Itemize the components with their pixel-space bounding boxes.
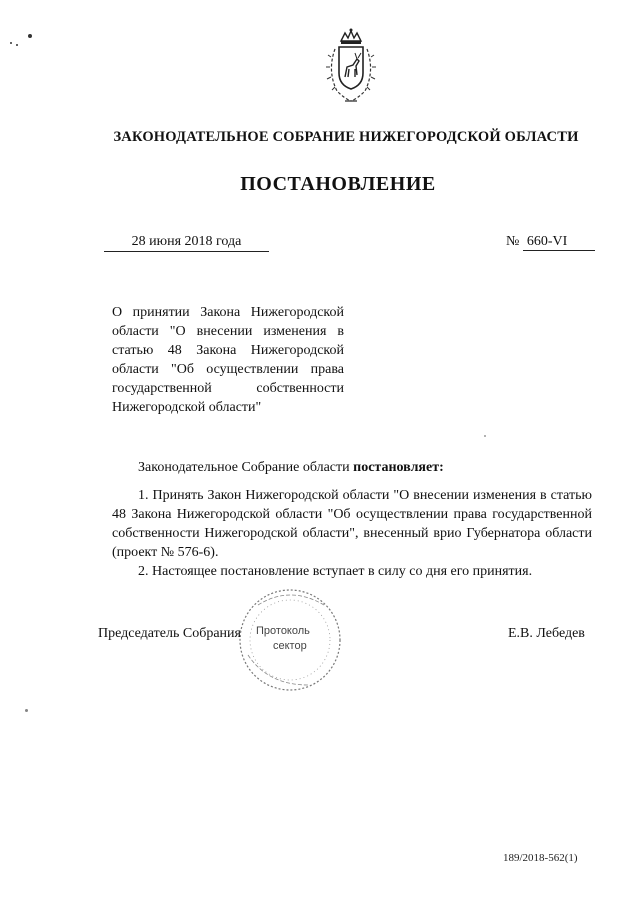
number-sign: № <box>506 234 520 249</box>
subject-line: области "Об осуществлении права <box>112 362 344 377</box>
resolution-item: 2. Настоящее постановление вступает в силу со дня его принятия. <box>138 564 533 579</box>
subject-line: О принятии Закона Нижегородской <box>112 305 344 320</box>
document-body <box>112 458 592 581</box>
subject-line: области "О внесении изменения в <box>112 324 344 339</box>
preamble-text: Законодательное Собрание области <box>138 460 354 475</box>
organization-title: ЗАКОНОДАТЕЛЬНОЕ СОБРАНИЕ НИЖЕГОРОДСКОЙ ОБЛАСТИ <box>113 129 579 145</box>
document-type-title: ПОСТАНОВЛЕНИЕ <box>240 173 436 195</box>
scan-speck <box>25 709 28 712</box>
subject-line: Нижегородской области" <box>112 400 262 415</box>
document-subject <box>112 303 344 417</box>
document-date: 28 июня 2018 года <box>104 234 269 252</box>
subject-line: статью 48 Закона Нижегородской <box>112 343 344 358</box>
preamble <box>112 458 592 477</box>
scan-speck <box>484 435 486 437</box>
stamp-text: сектор <box>273 640 307 652</box>
signature-name: Е.В. Лебедев <box>508 626 585 641</box>
coat-of-arms-emblem <box>315 27 387 107</box>
resolution-item: 1. Принять Закон Нижегородской области "О внесении изменения в статью 48 Закона Нижегородской области "Об осуществлении права государственной собственности Нижегородской области", внесенный врио Губернатора области (проект № 576-6). <box>112 488 592 560</box>
subject-line: государственной собственности <box>112 381 344 396</box>
scan-speck <box>16 44 18 46</box>
document-number: 660-VI <box>523 234 595 251</box>
footer-code: 189/2018-562(1) <box>503 852 578 864</box>
scan-speck <box>28 34 32 38</box>
scan-speck <box>10 42 12 44</box>
preamble-verb: постановляет: <box>353 460 444 475</box>
stamp-text: Протоколь <box>256 625 310 637</box>
signature-position: Председатель Собрания <box>98 626 241 641</box>
document-number-field <box>506 234 600 251</box>
